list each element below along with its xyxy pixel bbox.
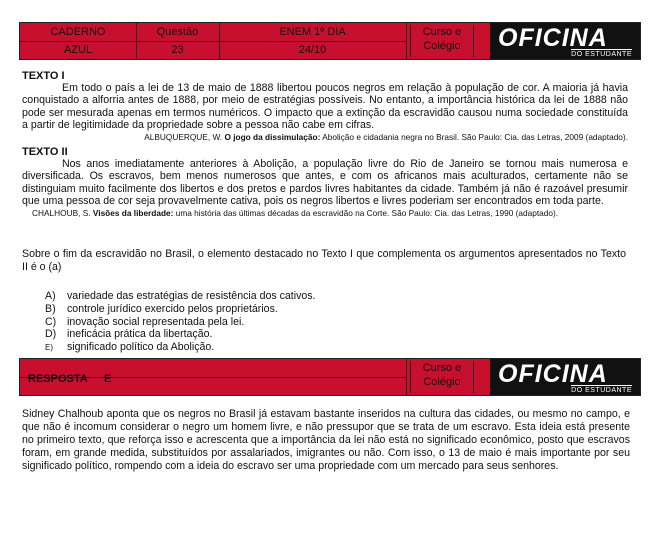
cite-title: Visões da liberdade: xyxy=(92,208,174,219)
option-letter: A) xyxy=(45,290,56,302)
curso-line-1: Curso e xyxy=(422,26,462,38)
option-text: variedade das estratégias de resistência dos cativos. xyxy=(67,290,316,302)
logo-subtitle: DO ESTUDANTE xyxy=(571,387,632,394)
logo-text: OFICINA xyxy=(498,24,608,52)
cite-rest: Abolição e cidadania negra no Brasil. São Paulo: Cia. das Letras, 2009 (adaptado). xyxy=(320,132,628,143)
texto-2-title: TEXTO II xyxy=(22,146,68,158)
logo-subtitle: DO ESTUDANTE xyxy=(571,51,632,58)
option-b[interactable] xyxy=(45,303,316,316)
cite-author: CHALHOUB, S. xyxy=(32,208,91,219)
question-stem: Sobre o fim da escravidão no Brasil, o elemento destacado no Texto I que complementa os argumentos apresentados no Texto II é o (a) xyxy=(22,248,626,273)
resposta-band xyxy=(19,358,641,396)
caderno-value: AZUL xyxy=(63,44,93,56)
option-letter: C) xyxy=(45,315,57,328)
curso-colegio-box xyxy=(410,361,474,393)
option-letter: D) xyxy=(45,328,57,341)
oficina-logo xyxy=(490,23,640,59)
curso-line-2: Colégio xyxy=(423,40,461,52)
resposta-label: RESPOSTA xyxy=(28,373,88,385)
option-text: controle jurídico exercido pelos proprietários. xyxy=(67,302,278,315)
logo-text: OFICINA xyxy=(498,360,608,388)
curso-line-1: Curso e xyxy=(422,362,462,374)
texto-2-body: Nos anos imediatamente anteriores à Abolição, a população livre do Rio de Janeiro se tornou mais numerosa e diversificada. Os escravos, bem menos numerosos que antes, e com os africanos mais aculturados, certamente não se distinguiam muito facilmente dos libertos e dos pretos e pardos livres habitantes da cidade. Também já não é razoável presumir que uma pessoa de cor seja provavelmente cativa, pois os negros libertos e livres poderiam ser encontrados em toda parte. xyxy=(22,158,628,207)
option-text: inovação social representada pela lei. xyxy=(67,315,245,328)
caderno-label: CADERNO xyxy=(50,26,106,38)
questao-label: Questão xyxy=(156,26,199,38)
texto-2-citation xyxy=(22,207,628,219)
texto-1-citation xyxy=(22,131,628,143)
header-band xyxy=(19,22,641,60)
texto-2-section xyxy=(22,146,628,219)
texto-1-section xyxy=(22,70,628,143)
resposta-value: E xyxy=(104,373,112,385)
questao-value: 23 xyxy=(171,44,184,56)
texto-1-body: Em todo o país a lei de 13 de maio de 1888 libertou poucos negros em relação à população de cor. A maioria já havia conquistado a alforria antes de 1888, por meio de estratégias possíveis. No entanto, a importância histórica da lei de 1888 não pode ser mesurada apenas em termos numéricos. O impacto que a extinção da escravidão causou numa sociedade constituída a partir de legitimidade da propriedade sobre a pessoa não cabe em cifras. xyxy=(22,82,628,131)
option-c[interactable] xyxy=(45,316,316,329)
option-a[interactable] xyxy=(45,290,316,303)
option-text: ineficácia prática da libertação. xyxy=(67,328,213,341)
option-text: significado político da Abolição. xyxy=(67,341,215,354)
curso-colegio-box xyxy=(410,25,474,57)
oficina-logo xyxy=(490,359,640,395)
texto-1-title: TEXTO I xyxy=(22,70,65,82)
answer-explanation: Sidney Chalhoub aponta que os negros no Brasil já estavam bastante inseridos na cultura das cidades, ou mesmo no campo, e que não é incomum considerar o negro um homem livre, e não pressupor que se trata de um escravo. Esta ideia está presente no primeiro texto, que reforça isso e acrescenta que a importância da lei não está no significado econômico, posto que escravos foram, em grande medida, substituídos por assalariados, imigrantes ou não. Com isso, o 13 de maio é mais importante por seu significado político, rompendo com a ideia do escravo ser uma propriedade com um mercado para seus senhores. xyxy=(22,408,630,472)
option-d[interactable] xyxy=(45,328,316,341)
option-letter: E) xyxy=(45,343,53,353)
curso-line-2: Colégio xyxy=(423,376,461,388)
cite-author: ALBUQUERQUE, W. xyxy=(144,132,223,143)
exam-label: ENEM 1º DIA xyxy=(279,26,346,38)
cite-title: O jogo da dissimulação: xyxy=(224,132,321,143)
cite-rest: uma história das últimas décadas da escravidão na Corte. São Paulo: Cia. das Letras, 1990 (adaptado). xyxy=(173,208,559,219)
answer-options xyxy=(45,290,316,355)
exam-date: 24/10 xyxy=(298,44,327,56)
option-e[interactable] xyxy=(45,341,316,355)
option-letter: B) xyxy=(45,302,56,315)
